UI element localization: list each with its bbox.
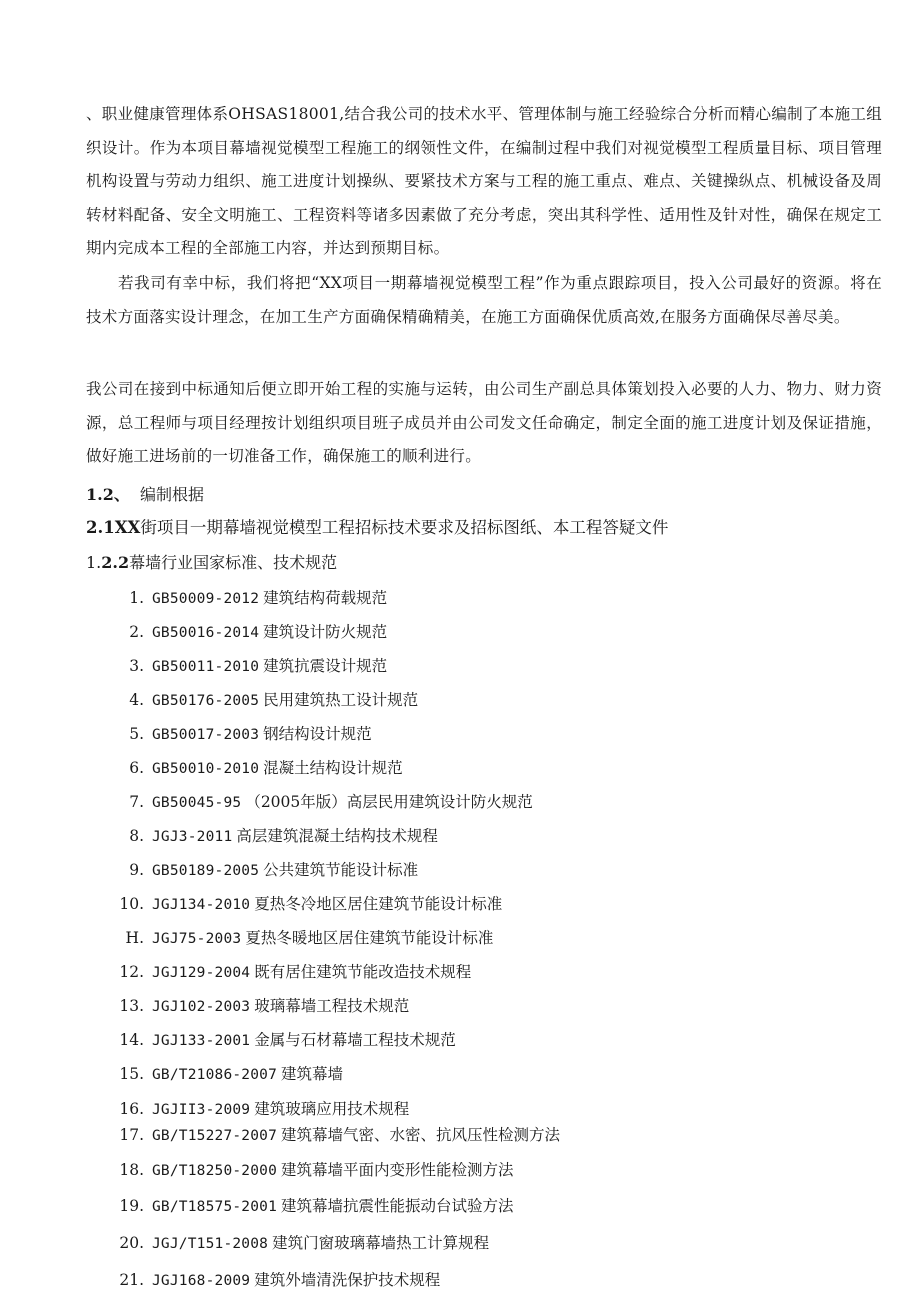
heading-number: 2.1XX xyxy=(86,518,141,537)
standard-code: GB/T15227-2007 xyxy=(152,1128,278,1144)
standard-code: GB50189-2005 xyxy=(152,863,260,879)
standard-code: JGJ134-2010 xyxy=(152,897,251,913)
list-item xyxy=(118,585,387,612)
standard-title: 民用建筑热工设计规范 xyxy=(263,691,419,709)
standard-title: （2005年版）高层民用建筑设计防火规范 xyxy=(245,793,533,811)
list-item xyxy=(118,1267,440,1294)
list-item xyxy=(118,959,471,986)
list-item-number: 9. xyxy=(129,861,144,879)
section-heading-basis xyxy=(86,480,204,510)
standard-code: GB/T18575-2001 xyxy=(152,1199,278,1215)
list-item-number: 19. xyxy=(119,1197,144,1215)
standard-code: GB50016-2014 xyxy=(152,625,260,641)
list-item xyxy=(118,1061,343,1088)
list-item xyxy=(118,1157,514,1184)
standard-title: 建筑幕墙抗震性能振动台试验方法 xyxy=(281,1197,514,1215)
list-item xyxy=(118,891,502,918)
standard-title: 既有居住建筑节能改造技术规程 xyxy=(254,963,472,981)
section-heading-standards xyxy=(86,548,337,578)
list-item-number: 14. xyxy=(119,1031,144,1049)
list-item-number: 5. xyxy=(129,725,144,743)
standard-code: JGJ168-2009 xyxy=(152,1273,251,1289)
heading-text: 编制根据 xyxy=(140,485,205,504)
list-item-number: 13. xyxy=(119,997,144,1015)
standard-code: JGJII3-2009 xyxy=(152,1102,251,1118)
list-item xyxy=(118,619,387,646)
standard-code: JGJ3-2011 xyxy=(152,829,233,845)
list-item xyxy=(118,1027,456,1054)
standard-title: 钢结构设计规范 xyxy=(263,725,372,743)
list-item xyxy=(118,1122,560,1149)
heading-number: 2.2 xyxy=(101,553,130,572)
list-item xyxy=(118,993,409,1020)
list-item-number: 8. xyxy=(129,827,144,845)
list-item-number: H. xyxy=(125,929,144,947)
standard-title: 建筑幕墙平面内变形性能检测方法 xyxy=(281,1161,514,1179)
list-item xyxy=(118,925,493,952)
paragraph-bid: 若我司有幸中标，我们将把“XX项目一期幕墙视觉模型工程”作为重点跟踪项目，投入公司最好的资源。将在技术方面落实设计理念，在加工生产方面确保精确精美，在施工方面确保优质高效,在服务方面确保尽善尽美。 xyxy=(86,274,882,326)
standard-code: GB50017-2003 xyxy=(152,727,260,743)
standard-title: 混凝土结构设计规范 xyxy=(263,759,403,777)
list-item xyxy=(118,653,387,680)
standard-code: JGJ133-2001 xyxy=(152,1033,251,1049)
list-item-number: 18. xyxy=(119,1161,144,1179)
standard-code: JGJ102-2003 xyxy=(152,999,251,1015)
standard-title: 夏热冬冷地区居住建筑节能设计标准 xyxy=(254,895,503,913)
list-item-number: 20. xyxy=(119,1234,144,1252)
standard-code: GB50009-2012 xyxy=(152,591,260,607)
standard-title: 建筑幕墙 xyxy=(281,1065,344,1083)
standard-code: GB50011-2010 xyxy=(152,659,260,675)
paragraph-implementation: 我公司在接到中标通知后便立即开始工程的实施与运转，由公司生产副总具体策划投入必要的人力、物力、财力资源，总工程师与项目经理按计划组织项目班子成员并由公司发文任命确定，制定全面的施工进度计划及保证措施，做好施工进场前的一切准备工作，确保施工的顺利进行。 xyxy=(86,380,882,465)
paragraph-intro: 、职业健康管理体系OHSAS18001,结合我公司的技术水平、管理体制与施工经验综合分析而精心编制了本施工组织设计。作为本项目幕墙视觉模型工程施工的纲领性文件，在编制过程中我们对视觉模型工程质量目标、项目管理机构设置与劳动力组织、施工进度计划操纵、要紧技术方案与工程的施工重点、难点、关键操纵点、机械设备及周转材料配备、安全文明施工、工程资料等诸多因素做了充分考虑，突出其科学性、适用性及针对性，确保在规定工期内完成本工程的全部施工内容，并达到预期目标。 xyxy=(86,105,882,257)
list-item-number: 4. xyxy=(129,691,144,709)
list-item-number: 21. xyxy=(119,1271,144,1289)
standard-code: GB/T21086-2007 xyxy=(152,1067,278,1083)
standard-code: GB50176-2005 xyxy=(152,693,260,709)
standard-title: 高层建筑混凝土结构技术规程 xyxy=(236,827,438,845)
standard-code: GB50010-2010 xyxy=(152,761,260,777)
list-item-number: 1. xyxy=(129,589,144,607)
standard-code: JGJ/T151-2008 xyxy=(152,1236,269,1252)
list-item xyxy=(118,721,372,748)
list-item-number: 10. xyxy=(119,895,144,913)
standard-title: 建筑幕墙气密、水密、抗风压性检测方法 xyxy=(281,1126,561,1144)
standard-title: 建筑门窗玻璃幕墙热工计算规程 xyxy=(272,1234,490,1252)
list-item xyxy=(118,1096,409,1123)
standard-code: GB/T18250-2000 xyxy=(152,1163,278,1179)
list-item-number: 2. xyxy=(129,623,144,641)
standard-title: 建筑结构荷载规范 xyxy=(263,589,388,607)
standard-code: JGJ129-2004 xyxy=(152,965,251,981)
list-item-number: 15. xyxy=(119,1065,144,1083)
list-item-number: 3. xyxy=(129,657,144,675)
standard-title: 建筑玻璃应用技术规程 xyxy=(254,1100,410,1118)
list-item xyxy=(118,857,418,884)
list-item-number: 16. xyxy=(119,1100,144,1118)
standard-code: GB50045-95 xyxy=(152,795,242,811)
list-item xyxy=(118,1230,489,1257)
heading-text: 街项目一期幕墙视觉模型工程招标技术要求及招标图纸、本工程答疑文件 xyxy=(140,518,669,537)
list-item xyxy=(118,789,533,816)
list-item xyxy=(118,755,403,782)
standard-title: 金属与石材幕墙工程技术规范 xyxy=(254,1031,456,1049)
standard-title: 建筑设计防火规范 xyxy=(263,623,388,641)
list-item-number: 17. xyxy=(119,1126,144,1144)
list-item-number: 12. xyxy=(119,963,144,981)
standard-title: 公共建筑节能设计标准 xyxy=(263,861,419,879)
heading-text: 幕墙行业国家标准、技术规范 xyxy=(129,553,338,572)
standard-title: 建筑外墙清洗保护技术规程 xyxy=(254,1271,441,1289)
list-item xyxy=(118,687,418,714)
list-item-number: 7. xyxy=(129,793,144,811)
list-item-number: 6. xyxy=(129,759,144,777)
heading-number: 1.2、 xyxy=(86,485,130,504)
section-heading-tender xyxy=(86,513,668,543)
standard-title: 建筑抗震设计规范 xyxy=(263,657,388,675)
list-item xyxy=(118,1193,514,1220)
standard-code: JGJ75-2003 xyxy=(152,931,242,947)
standard-title: 夏热冬暖地区居住建筑节能设计标准 xyxy=(245,929,494,947)
list-item xyxy=(118,823,438,850)
standard-title: 玻璃幕墙工程技术规范 xyxy=(254,997,410,1015)
heading-prefix: 1. xyxy=(86,553,102,572)
